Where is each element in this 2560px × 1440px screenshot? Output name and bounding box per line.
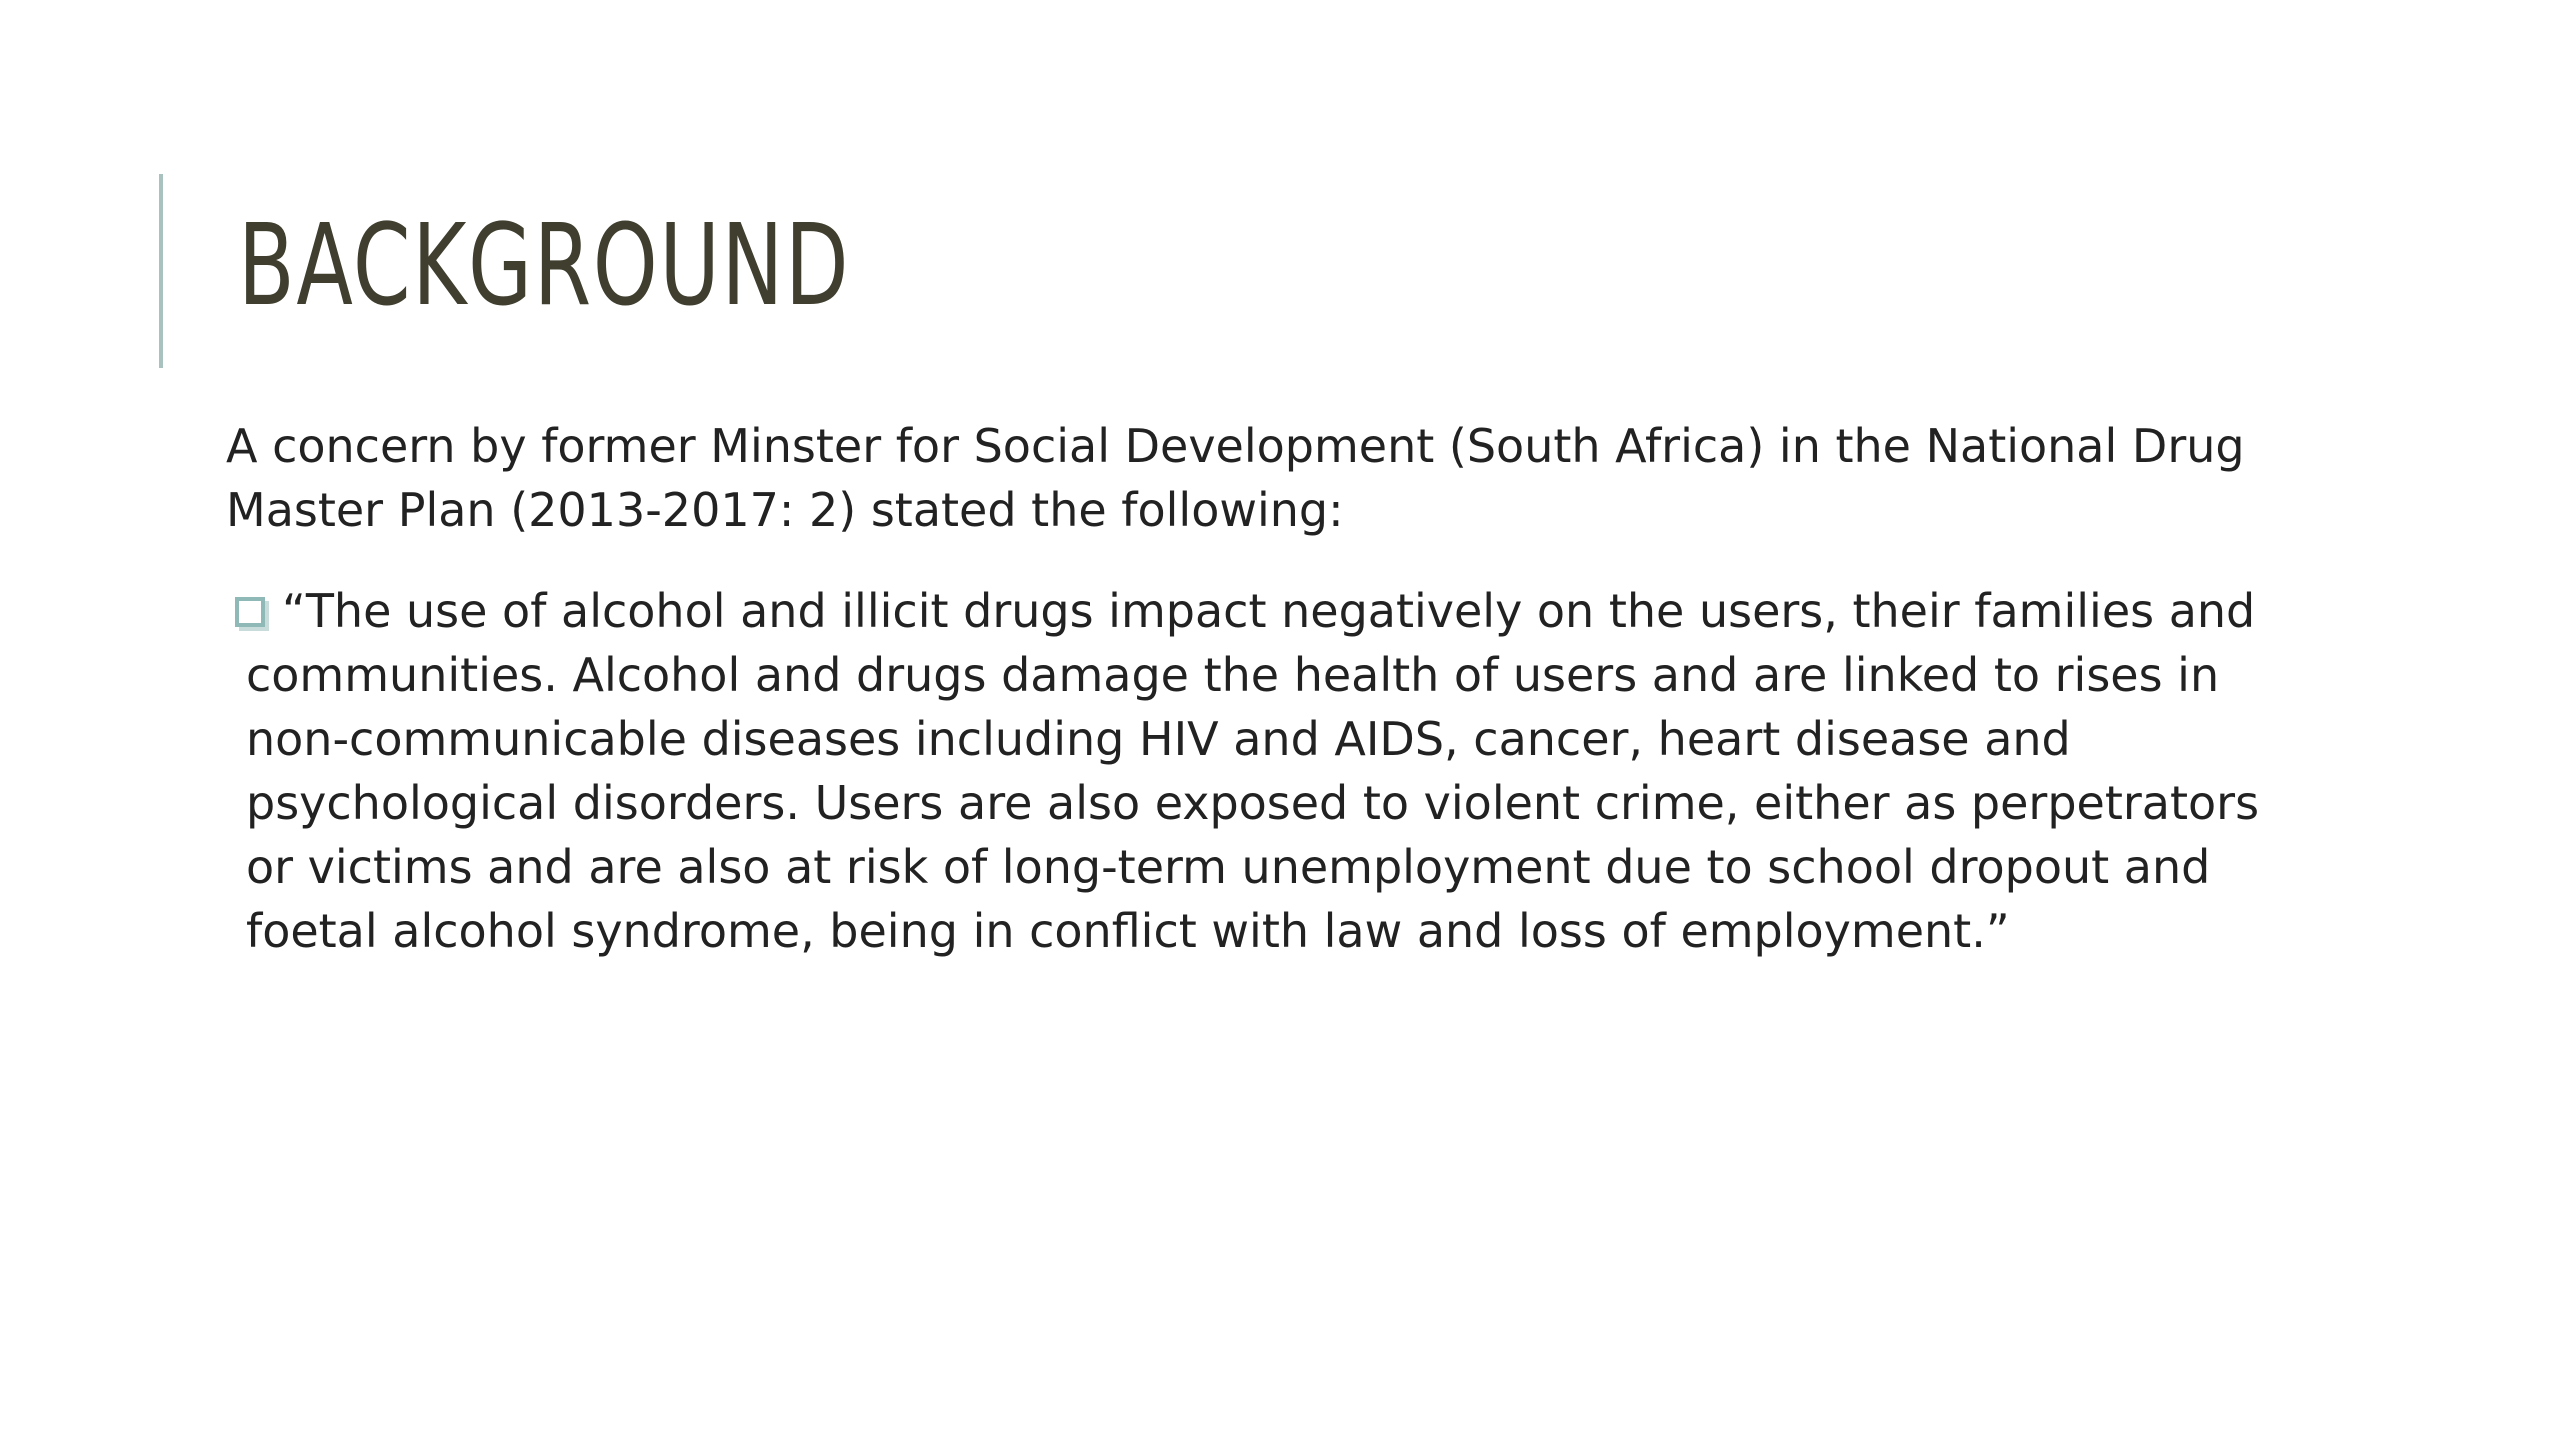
checkbox-bullet-icon bbox=[235, 597, 265, 627]
slide-title: BACKGROUND bbox=[238, 201, 851, 331]
slide-body bbox=[226, 414, 2306, 963]
title-accent-bar bbox=[159, 174, 163, 368]
bullet-item bbox=[226, 579, 2306, 963]
quote-text: “The use of alcohol and illicit drugs impact negatively on the users, their families and communities. Alcohol and drugs damage the health of users and are linked to rises in non-communicable diseases including HIV and AIDS, cancer, heart disease and psychological disorders. Users are also exposed to violent crime, either as perpetrators or victims and are also at risk of long-term unemployment due to school dropout and foetal alcohol syndrome, being in conflict with law and loss of employment.” bbox=[246, 584, 2260, 958]
intro-paragraph: A concern by former Minster for Social Development (South Africa) in the National Drug Master Plan (2013-2017: 2) stated the following: bbox=[226, 419, 2245, 537]
